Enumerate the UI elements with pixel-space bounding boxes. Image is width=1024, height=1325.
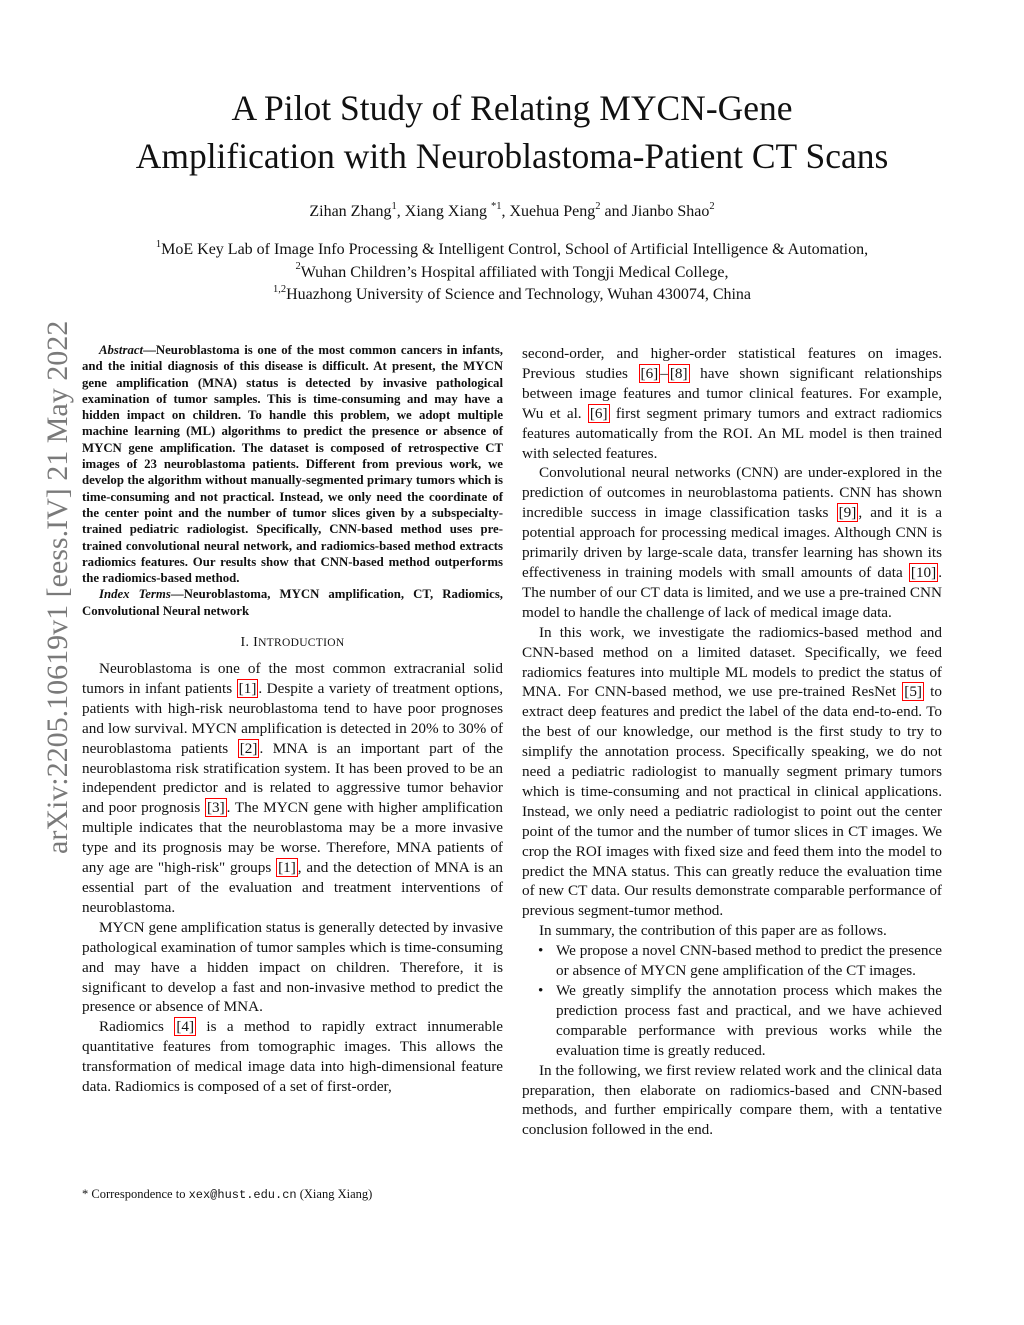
affiliation-3-marker: 1,2 xyxy=(272,283,287,295)
text-run: Radiomics xyxy=(99,1018,175,1036)
author-separator: , xyxy=(396,203,405,220)
text-run: , and the detection of MNA is an essential part of the evaluation and treatment interventions of neuroblastoma. xyxy=(82,859,503,916)
correspondence-email[interactable]: xex@hust.edu.cn xyxy=(188,1188,297,1202)
citation-link[interactable]: [6] xyxy=(589,404,608,422)
affiliation-1-text: MoE Key Lab of Image Info Processing & Intelligent Control, School of Artificial Intelligence & Automation, xyxy=(161,241,869,258)
citation-link[interactable]: [4] xyxy=(176,1018,195,1036)
text-run: to extract deep features and predict the label of the data end-to-end. To the best of our knowledge, our method is the first study to try to simplify the annotation process. Specifically speaking, we do not need a pediatric radiologist to manually segment primary tumors which is time-consuming and not practical in clinical applications. Instead, we only need a pediatric radiologist to point out the center point of the tumor and the number of tumor slices in CT images. We crop the ROI images with fixed size and feed them into the model to predict the MNA status. This can greatly reduce the evaluation time of new CT data. Our results demonstrate comparable performance of previous segment-tumor method. xyxy=(522,683,942,920)
index-terms-text: —Neuroblastoma, MYCN amplification, CT, Radiomics, Convolutional Neural network xyxy=(82,587,503,618)
author-separator: , xyxy=(501,203,510,220)
arxiv-identifier: arXiv:2205.10619v1 [eess.IV] 21 May 2022 xyxy=(41,320,74,854)
text-run: – xyxy=(660,364,668,382)
citation-link[interactable]: [3] xyxy=(206,799,225,817)
abstract xyxy=(82,342,503,586)
author-peng: Xuehua Peng xyxy=(509,203,596,220)
footnote-correspondence xyxy=(82,1186,503,1203)
title-line-2: Amplification with Neuroblastoma-Patient CT Scans xyxy=(135,136,889,176)
section-heading-introduction xyxy=(82,633,503,653)
author-xiang-affil: *1 xyxy=(491,200,502,212)
citation-link[interactable]: [1] xyxy=(238,679,257,697)
text-run: second-order, and higher-order statistical features on images. Previous studies xyxy=(522,345,942,382)
affiliation-2 xyxy=(0,262,1024,285)
affiliation-3-text: Huazhong University of Science and Technology, Wuhan 430074, China xyxy=(286,286,752,303)
text-run: . MNA is an important part of the neuroblastoma risk stratification system. It has been proved to be an independent predictor and is related to aggressive tumor behavior and poor prognosis xyxy=(82,739,504,817)
author-list xyxy=(0,201,1024,223)
affiliation-1 xyxy=(0,239,1024,262)
bullet-marker: • xyxy=(538,942,544,960)
citation-link[interactable]: [8] xyxy=(669,364,688,382)
title-line-1: A Pilot Study of Relating MYCN-Gene xyxy=(231,88,793,128)
affiliation-2-text: Wuhan Children’s Hospital affiliated with Tongji Medical College, xyxy=(300,263,729,281)
paper-title xyxy=(0,84,1024,180)
author-shao: Jianbo Shao xyxy=(631,203,710,220)
text-run: . The MYCN gene with higher amplification multiple indicates that the neuroblastoma may be a more invasive type and its prognosis may be worse. Therefore, MNA patients of any age are "high-risk" groups xyxy=(82,799,503,877)
author-peng-affil: 2 xyxy=(595,200,601,212)
right-paragraph-2 xyxy=(522,463,942,622)
right-column xyxy=(522,344,942,1140)
right-paragraph-3 xyxy=(522,623,942,922)
contribution-item-2 xyxy=(538,981,942,1061)
text-run: Neuroblastoma is one of the most common extracranial solid tumors in infant patients xyxy=(82,660,503,697)
citation-link[interactable]: [1] xyxy=(278,859,296,877)
text-run: first segment primary tumors and extract radiomics features automatically from the ROI. An ML model is then trained with selected features. xyxy=(522,404,942,462)
right-paragraph-1 xyxy=(522,344,942,463)
intro-paragraph-3 xyxy=(82,1017,503,1097)
text-run: . Despite a variety of treatment options, patients with high-risk neuroblastoma tend to have poor prognoses and low survival. MYCN amplification is detected in 20% to 30% of neuroblastoma patients xyxy=(82,679,503,757)
author-shao-affil: 2 xyxy=(709,200,715,212)
contribution-text: We propose a novel CNN-based method to predict the presence or absence of MYCN gene amplification of the CT images. xyxy=(556,942,942,980)
text-run: . The number of our CT data is limited, and we use a pre-trained CNN model to handle the challenge of lack of medical image data. xyxy=(522,563,942,621)
section-number: I. xyxy=(240,635,254,651)
affiliation-3 xyxy=(0,284,1024,307)
abstract-label: Abstract xyxy=(99,343,144,357)
abstract-text: —Neuroblastoma is one of the most common cancers in infants, and the initial diagnosis of this disease is difficult. At present, the MYCN gene amplification (MNA) status is detected by invasive pathological examination of tumor samples. This is time-consuming and may have a hidden impact on children. To handle this problem, we adopt multiple machine learning (ML) algorithms to predict the presence or absence of MYCN gene amplification. The dataset is composed of retrospective CT images of 23 neuroblastoma patients. Different from previous work, we develop the algorithm without manually-segmented primary tumors which is time-consuming and not practical. Instead, we only need the coordinate of the center point and the number of tumor slices given by a subspecialty-trained pediatric radiologist. Specifically, CNN-based method uses pre-trained convolutional neural network, and radiomics-based method extracts radiomics features. Our results show that CNN-based method outperforms the radiomics-based method. xyxy=(82,343,503,586)
citation-link[interactable]: [10] xyxy=(910,563,937,581)
contribution-item-1 xyxy=(538,941,942,981)
index-terms xyxy=(82,586,503,619)
right-paragraph-5: In the following, we first review related work and the clinical data preparation, then elaborate on radiomics-based and CNN-based methods, and further empirically compare them, with a tentative conclusion followed in the end. xyxy=(522,1061,942,1139)
text-run: have shown significant relationships between image features and tumor clinical features. For example, Wu et al. xyxy=(522,364,942,422)
section-title-initial: I xyxy=(253,635,259,651)
right-paragraph-4: In summary, the contribution of this paper are as follows. xyxy=(539,922,887,940)
author-zhang: Zihan Zhang xyxy=(309,203,392,220)
left-column xyxy=(82,342,503,1097)
citation-link[interactable]: [5] xyxy=(904,683,922,701)
footnote-text: * Correspondence to xyxy=(82,1187,189,1201)
text-run: , and it is a potential approach for processing medical images. Although CNN is primarily driven by large-scale data, transfer learning has shown its effectiveness in training models with small amounts of data xyxy=(522,504,942,581)
text-run: is a method to rapidly extract innumerable quantitative features from tomographic images. This allows the transformation of medical image data into high-dimensional feature data. Radiomics is composed of a set of first-order, xyxy=(82,1018,504,1096)
author-zhang-affil: 1 xyxy=(391,200,397,212)
author-separator: and xyxy=(600,203,632,220)
text-run: In this work, we investigate the radiomics-based method and CNN-based method on a limited dataset. Specifically, we feed radiomics features into multiple ML models to predict the status of MNA. For CNN-based method, we use pre-trained ResNet xyxy=(522,623,942,701)
intro-paragraph-2: MYCN gene amplification status is generally detected by invasive pathological examination of tumor samples which is time-consuming and may have a hidden impact on children. Therefore, it is significant to develop a fast and non-invasive method to predict the presence or absence of MNA. xyxy=(82,918,503,1016)
citation-link[interactable]: [2] xyxy=(239,739,258,757)
author-xiang: Xiang Xiang xyxy=(404,203,491,220)
contribution-text: We greatly simplify the annotation process which makes the prediction process fast and practical, and we have achieved comparable performance with previous works while the evaluation time is greatly reduced. xyxy=(556,982,942,1059)
contribution-list xyxy=(522,941,942,1060)
citation-link[interactable]: [9] xyxy=(838,504,857,522)
text-run: Convolutional neural networks (CNN) are under-explored in the prediction of outcomes in neuroblastoma patients. CNN has shown incredible success in image classification tasks xyxy=(522,464,942,522)
affiliation-1-marker: 1 xyxy=(155,238,162,250)
affiliation-2-marker: 2 xyxy=(295,261,301,273)
citation-link[interactable]: [6] xyxy=(640,364,659,382)
footnote-name: (Xiang Xiang) xyxy=(296,1187,373,1201)
intro-paragraph-1 xyxy=(82,659,503,918)
affiliations xyxy=(0,239,1024,307)
bullet-marker: • xyxy=(538,982,544,999)
index-terms-label: Index Terms xyxy=(99,587,171,602)
section-title-rest: NTRODUCTION xyxy=(258,637,345,650)
